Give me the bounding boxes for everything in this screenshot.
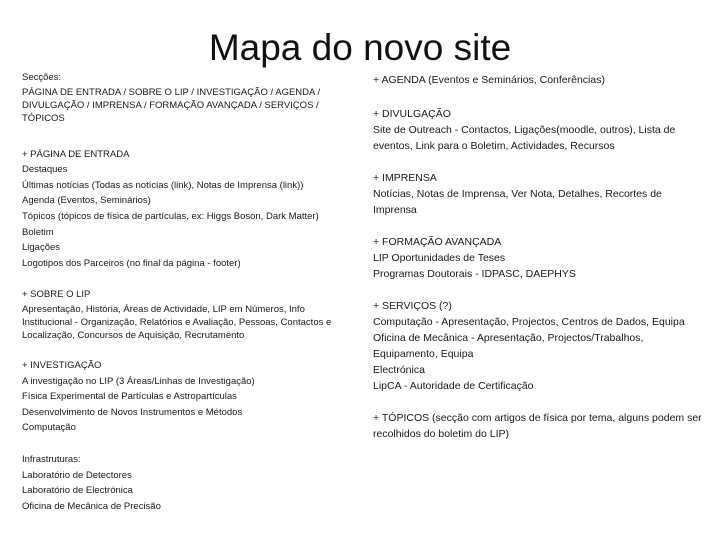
formacao-item: LIP Oportunidades de Teses	[373, 252, 506, 264]
entrada-item: Logotipos dos Parceiros (no final da página - footer)	[22, 257, 241, 269]
servicos-item: Electrónica	[373, 364, 425, 376]
entrada-item: Agenda (Eventos, Seminários)	[22, 195, 151, 207]
servicos-item: LipCA - Autoridade de Certificação	[373, 380, 534, 392]
investigacao-item: Física Experimental de Partículas e Astropartículas	[22, 391, 237, 403]
servicos-item: Oficina de Mecânica - Apresentação, Projectos/Trabalhos, Equipamento, Equipa	[373, 332, 644, 360]
sobre-description: Apresentação, História, Áreas de Actividade, LIP em Números, Info Institucional - Organização, Relatórios e Avaliação, Pessoas, Contactos e Localização, Concursos de Aquisição, Recrutamento	[22, 303, 332, 341]
entrada-item: Tópicos (tópicos de física de partículas, ex: Higgs Boson, Dark Matter)	[22, 210, 319, 222]
infra-heading: Infrastruturas:	[22, 453, 81, 465]
entrada-item: Ligações	[22, 242, 61, 254]
divulgacao-description: Site de Outreach - Contactos, Ligações(moodle, outros), Lista de eventos, Link para o Boletim, Actividades, Recursos	[373, 124, 676, 152]
sobre-block	[22, 287, 352, 342]
investigacao-item: A investigação no LIP (3 Áreas/Linhas de Investigação)	[22, 375, 255, 387]
imprensa-description: Notícias, Notas de Imprensa, Ver Nota, Detalhes, Recortes de Imprensa	[373, 188, 662, 216]
topicos-block	[373, 410, 708, 442]
servicos-block	[373, 298, 708, 394]
entrada-item: Destaques	[22, 164, 68, 176]
right-column	[373, 72, 708, 442]
investigacao-block	[22, 358, 352, 436]
sobre-heading: + SOBRE O LIP	[22, 289, 91, 301]
entrada-block	[22, 147, 352, 272]
infra-block	[22, 452, 352, 514]
infra-item: Laboratório de Detectores	[22, 469, 132, 481]
topicos-description: + TÓPICOS (secção com artigos de física por tema, alguns podem ser recolhidos do boletim do LIP)	[373, 412, 702, 440]
imprensa-block	[373, 170, 708, 218]
investigacao-item: Computação	[22, 422, 76, 434]
infra-item: Laboratório de Electrónica	[22, 485, 133, 497]
entrada-heading: + PÁGINA DE ENTRADA	[22, 148, 130, 160]
servicos-heading: + SERVIÇOS (?)	[373, 300, 452, 312]
entrada-item: Boletim	[22, 226, 54, 238]
formacao-heading: + FORMAÇÃO AVANÇADA	[373, 236, 502, 248]
agenda-block	[373, 72, 708, 88]
divulgacao-block	[373, 106, 708, 154]
left-column	[22, 70, 352, 514]
page-title: Mapa do novo site	[208, 27, 512, 68]
sections-heading: Secções:	[22, 72, 62, 83]
sections-list: PÁGINA DE ENTRADA / SOBRE O LIP / INVESTIGAÇÃO / AGENDA / DIVULGAÇÃO / IMPRENSA / FORMAÇÃO AVANÇADA / SERVIÇOS / TÓPICOS	[22, 86, 321, 124]
formacao-item: Programas Doutorais - IDPASC, DAEPHYS	[373, 268, 576, 280]
agenda-heading: + AGENDA (Eventos e Seminários, Conferências)	[373, 74, 605, 86]
investigacao-item: Desenvolvimento de Novos Instrumentos e Métodos	[22, 406, 243, 418]
formacao-block	[373, 234, 708, 282]
infra-item: Oficina de Mecânica de Precisão	[22, 500, 161, 512]
entrada-item: Últimas notícias (Todas as notícias (link), Notas de Imprensa (link))	[22, 179, 304, 191]
servicos-item: Computação - Apresentação, Projectos, Centros de Dados, Equipa	[373, 316, 685, 328]
imprensa-heading: + IMPRENSA	[373, 172, 437, 184]
sections-intro-block	[22, 70, 352, 125]
investigacao-heading: + INVESTIGAÇÃO	[22, 359, 102, 371]
divulgacao-heading: + DIVULGAÇÃO	[373, 108, 451, 120]
